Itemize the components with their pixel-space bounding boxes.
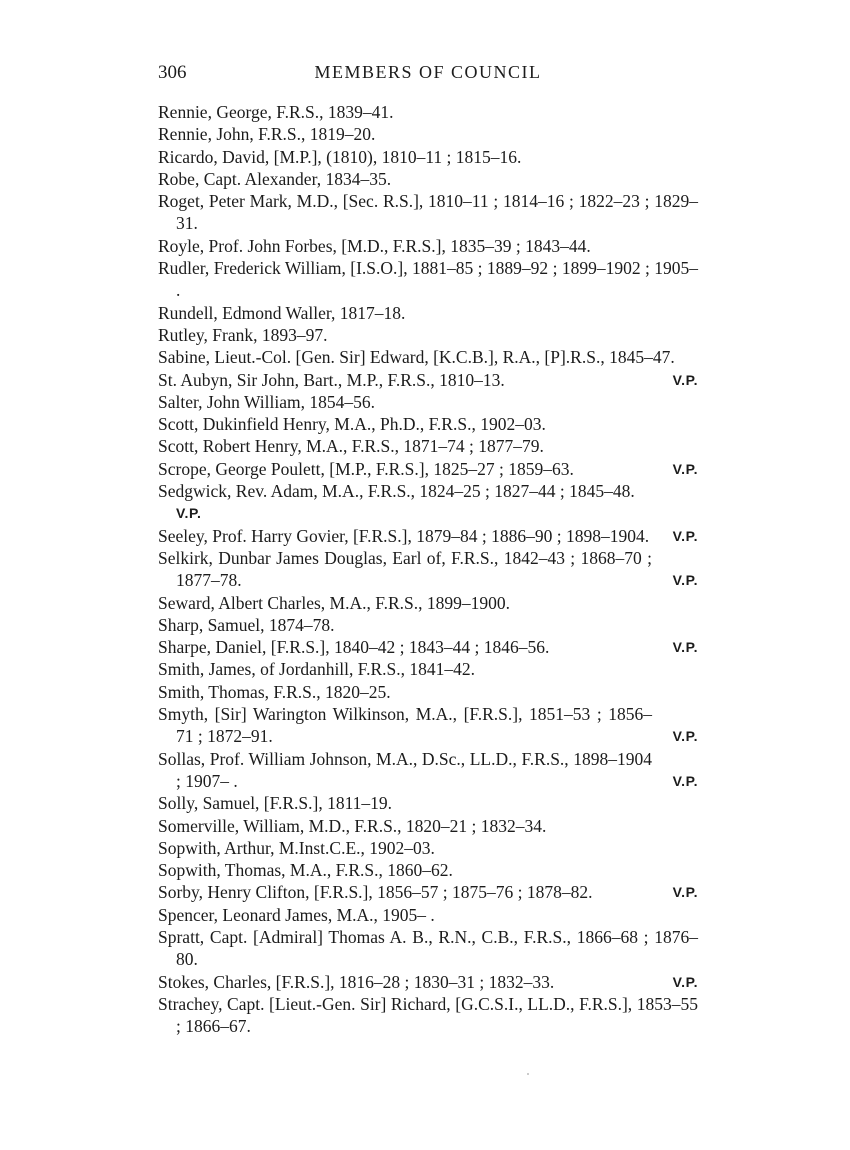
list-item [158,681,698,703]
entry-text: Scott, Robert Henry, M.A., F.R.S., 1871–74 ; 1877–79. [158,436,544,457]
entry-text: Smith, Thomas, F.R.S., 1820–25. [158,681,391,702]
list-item [158,435,698,457]
vice-president-marker: V.P. [672,973,698,990]
list-item [158,636,698,658]
entry-text: Stokes, Charles, [F.R.S.], 1816–28 ; 1830–31 ; 1832–33. [158,971,555,992]
running-head: MEMBERS OF COUNCIL [314,62,542,82]
entry-text: Smyth, [Sir] Warington Wilkinson, M.A., [F.R.S.], 1851–53 ; 1856–71 ; 1872–91. [158,704,652,747]
list-item [158,881,698,903]
entry-text: Sharp, Samuel, 1874–78. [158,614,335,635]
list-item [158,324,698,346]
entry-text: Strachey, Capt. [Lieut.-Gen. Sir] Richard, [G.C.S.I., LL.D., F.R.S.], 1853–55 ; 1866–67. [158,993,698,1037]
list-item [158,369,698,391]
list-item [158,859,698,881]
list-item [158,190,698,235]
entry-text: Sedgwick, Rev. Adam, M.A., F.R.S., 1824–25 ; 1827–44 ; 1845–48. [158,481,635,502]
list-item [158,547,698,592]
entry-text: Ricardo, David, [M.P.], (1810), 1810–11 ; 1815–16. [158,146,522,167]
vice-president-marker: V.P. [672,527,698,544]
list-item [158,792,698,814]
page-header [158,62,698,88]
entry-text: Seeley, Prof. Harry Govier, [F.R.S.], 1879–84 ; 1886–90 ; 1898–1904. [158,525,650,546]
entry-text: Solly, Samuel, [F.R.S.], 1811–19. [158,793,393,814]
entry-text: Robe, Capt. Alexander, 1834–35. [158,168,392,189]
list-item [158,101,698,123]
entry-text: Somerville, William, M.D., F.R.S., 1820–21 ; 1832–34. [158,815,547,836]
vice-president-marker: V.P. [672,639,698,656]
list-item [158,658,698,680]
entry-text: Spencer, Leonard James, M.A., 1905– . [158,904,435,925]
list-item [158,815,698,837]
list-item [158,302,698,324]
list-item [158,168,698,190]
entry-text: Sabine, Lieut.-Col. [Gen. Sir] Edward, [K.C.B.], R.A., [P].R.S., 1845–47. [158,347,675,368]
list-item [158,971,698,993]
vice-president-marker: V.P. [672,772,698,789]
list-item [158,413,698,435]
list-item [158,837,698,859]
entry-text: Rutley, Frank, 1893–97. [158,324,328,345]
vice-president-marker: V.P. [672,371,698,388]
list-item [158,904,698,926]
list-item [158,614,698,636]
entry-text: Rudler, Frederick William, [I.S.O.], 1881–85 ; 1889–92 ; 1899–1902 ; 1905– . [158,258,698,301]
list-item [158,592,698,614]
list-item [158,391,698,413]
list-item [158,458,698,480]
entry-text: Sharpe, Daniel, [F.R.S.], 1840–42 ; 1843–44 ; 1846–56. [158,637,550,658]
entry-text: Rennie, John, F.R.S., 1819–20. [158,124,376,145]
entry-text: Seward, Albert Charles, M.A., F.R.S., 1899–1900. [158,592,510,613]
entry-text: Selkirk, Dunbar James Douglas, Earl of, F.R.S., 1842–43 ; 1868–70 ; 1877–78. [158,547,652,591]
entry-text: Salter, John William, 1854–56. [158,391,376,412]
entry-text: Roget, Peter Mark, M.D., [Sec. R.S.], 1810–11 ; 1814–16 ; 1822–23 ; 1829–31. [158,191,698,234]
entry-text: Rennie, George, F.R.S., 1839–41. [158,102,394,122]
list-item [158,480,698,525]
vice-president-marker: V.P. [672,728,698,745]
entry-text: Smith, James, of Jordanhill, F.R.S., 1841–42. [158,659,476,680]
vice-president-marker: V.P. [176,505,202,522]
entry-text: Sopwith, Thomas, M.A., F.R.S., 1860–62. [158,860,453,881]
entry-text: Scrope, George Poulett, [M.P., F.R.S.], 1825–27 ; 1859–63. [158,458,574,479]
entry-text: Scott, Dukinfield Henry, M.A., Ph.D., F.R.S., 1902–03. [158,414,546,435]
vice-president-marker: V.P. [672,460,698,477]
list-item [158,146,698,168]
list-item [158,123,698,145]
entry-text: Royle, Prof. John Forbes, [M.D., F.R.S.], 1835–39 ; 1843–44. [158,235,591,256]
list-item [158,926,698,971]
paper-speck [527,1073,529,1075]
list-item [158,748,698,793]
entry-text: Sollas, Prof. William Johnson, M.A., D.Sc., LL.D., F.R.S., 1898–1904 ; 1907– . [158,748,652,791]
list-item [158,257,698,302]
entry-text: Spratt, Capt. [Admiral] Thomas A. B., R.N., C.B., F.R.S., 1866–68 ; 1876–80. [158,926,698,970]
entry-text: Rundell, Edmond Waller, 1817–18. [158,302,406,323]
vice-president-marker: V.P. [672,884,698,901]
list-item [158,703,698,748]
entry-text: Sorby, Henry Clifton, [F.R.S.], 1856–57 ; 1875–76 ; 1878–82. [158,882,593,903]
list-item [158,993,698,1038]
list-item [158,525,698,547]
council-member-list [158,101,698,1037]
page-number: 306 [158,62,187,83]
entry-text: Sopwith, Arthur, M.Inst.C.E., 1902–03. [158,837,435,858]
entry-text: St. Aubyn, Sir John, Bart., M.P., F.R.S., 1810–13. [158,369,505,390]
vice-president-marker: V.P. [672,572,698,589]
list-item [158,346,698,368]
list-item [158,235,698,257]
